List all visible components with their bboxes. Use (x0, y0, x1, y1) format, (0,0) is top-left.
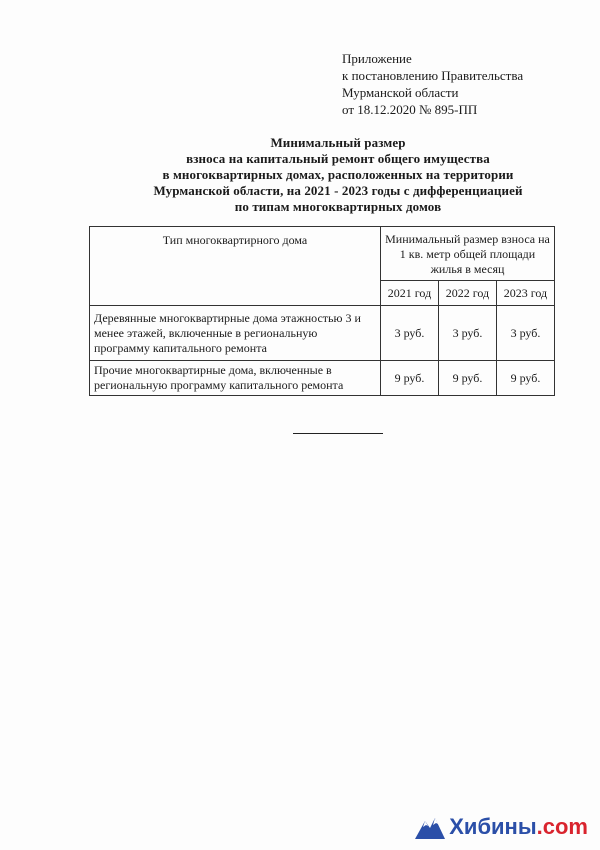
annex-line-3: Мурманской области (342, 85, 459, 100)
header-year-2022: 2022 год (438, 281, 496, 306)
rates-table (89, 226, 555, 396)
row-value: 9 руб. (438, 361, 496, 396)
annex-line-2: к постановлению Правительства (342, 68, 524, 83)
row-type: Прочие многоквартирные дома, включенные в региональную программу капитального ремонта (90, 361, 381, 396)
row-type: Деревянные многоквартирные дома этажностью 3 и менее этажей, включенные в региональную программу капитального ремонта (90, 306, 381, 361)
header-year-2023: 2023 год (496, 281, 554, 306)
watermark (415, 814, 588, 840)
end-divider (293, 433, 383, 434)
mountain-icon (415, 815, 445, 839)
row-value: 9 руб. (496, 361, 554, 396)
document-title (90, 135, 586, 215)
row-value: 3 руб. (496, 306, 554, 361)
row-value: 3 руб. (381, 306, 439, 361)
header-rate: Минимальный размер взноса на 1 кв. метр общей площади жилья в месяц (381, 227, 555, 281)
title-line-3: в многоквартирных домах, расположенных на территории (162, 167, 514, 182)
row-value: 9 руб. (381, 361, 439, 396)
row-value: 3 руб. (438, 306, 496, 361)
title-line-2: взноса на капитальный ремонт общего имущества (186, 151, 490, 166)
title-line-1: Минимальный размер (270, 135, 406, 150)
header-year-2021: 2021 год (381, 281, 439, 306)
table-header-row (90, 227, 555, 281)
title-line-5: по типам многоквартирных домов (234, 199, 442, 214)
table-row (90, 306, 555, 361)
header-type: Тип многоквартирного дома (90, 227, 381, 306)
annex-block (342, 50, 523, 118)
annex-line-4: от 18.12.2020 № 895-ПП (342, 102, 478, 117)
watermark-tld: .com (536, 814, 588, 839)
table-row (90, 361, 555, 396)
title-line-4: Мурманской области, на 2021 - 2023 годы с дифференциацией (153, 183, 523, 198)
annex-line-1: Приложение (342, 51, 412, 66)
watermark-name: Хибины (449, 814, 537, 839)
